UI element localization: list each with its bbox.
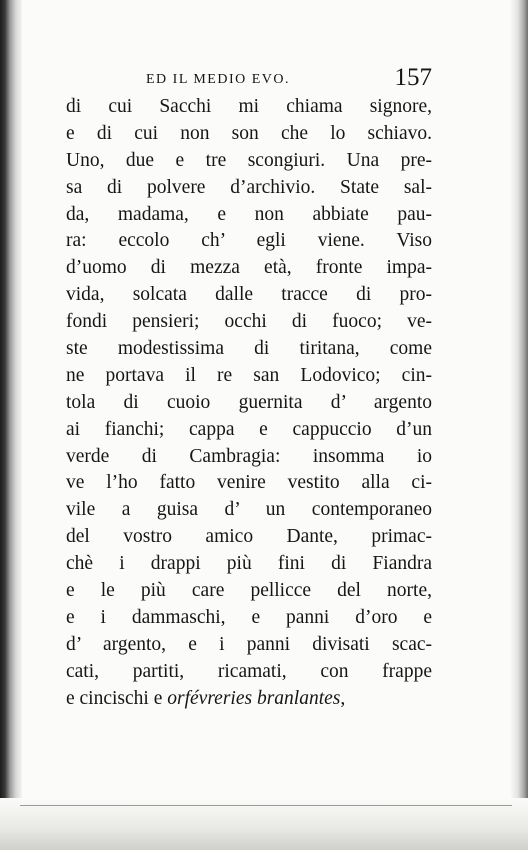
text-line: sa di polvere d’archivio. State sal- <box>66 176 432 198</box>
text-line: ra: eccolo ch’ egli viene. Viso <box>66 230 432 252</box>
book-gutter-left <box>0 0 22 850</box>
text-line: d’uomo di mezza età, fronte impa- <box>66 257 432 279</box>
last-line-tail: , <box>340 687 346 709</box>
last-line-italic: orfévreries branlantes <box>167 687 341 709</box>
text-line: vida, solcata dalle tracce di pro- <box>66 284 432 306</box>
last-line-roman: e cincischi e <box>66 687 168 709</box>
page-header <box>66 64 436 96</box>
text-line: da, madama, e non abbiate pau- <box>66 203 432 225</box>
text-line: e di cui non son che lo schiavo. <box>66 122 432 144</box>
text-line: fondi pensieri; occhi di fuoco; ve- <box>66 311 432 333</box>
text-line-last <box>66 686 432 713</box>
text-line: chè i drappi più fini di Fiandra <box>66 553 432 575</box>
page-edge-right <box>510 0 528 850</box>
text-line: ste modestissima di tiritana, come <box>66 338 432 360</box>
page-number: 157 <box>394 64 432 91</box>
running-title: ED IL MEDIO EVO. <box>146 72 291 87</box>
text-line: ai fianchi; cappa e cappuccio d’un <box>66 418 432 440</box>
text-line: vile a guisa d’ un contemporaneo <box>66 499 432 521</box>
page-bottom-line <box>20 805 512 806</box>
text-line: e le più care pellicce del norte, <box>66 580 432 602</box>
text-line: ve l’ho fatto venire vestito alla ci- <box>66 472 432 494</box>
text-line: verde di Cambragia: insomma io <box>66 445 432 467</box>
text-line: Uno, due e tre scongiuri. Una pre- <box>66 149 432 171</box>
text-line: e i dammaschi, e panni d’oro e <box>66 606 432 628</box>
text-line: del vostro amico Dante, primac- <box>66 526 432 548</box>
text-line: d’ argento, e i panni divisati scac- <box>66 633 432 655</box>
body-text <box>66 94 432 712</box>
text-line: ne portava il re san Lodovico; cin- <box>66 364 432 386</box>
text-line: tola di cuoio guernita d’ argento <box>66 391 432 413</box>
text-line: di cui Sacchi mi chiama signore, <box>66 96 432 117</box>
text-line: cati, partiti, ricamati, con frappe <box>66 660 432 682</box>
